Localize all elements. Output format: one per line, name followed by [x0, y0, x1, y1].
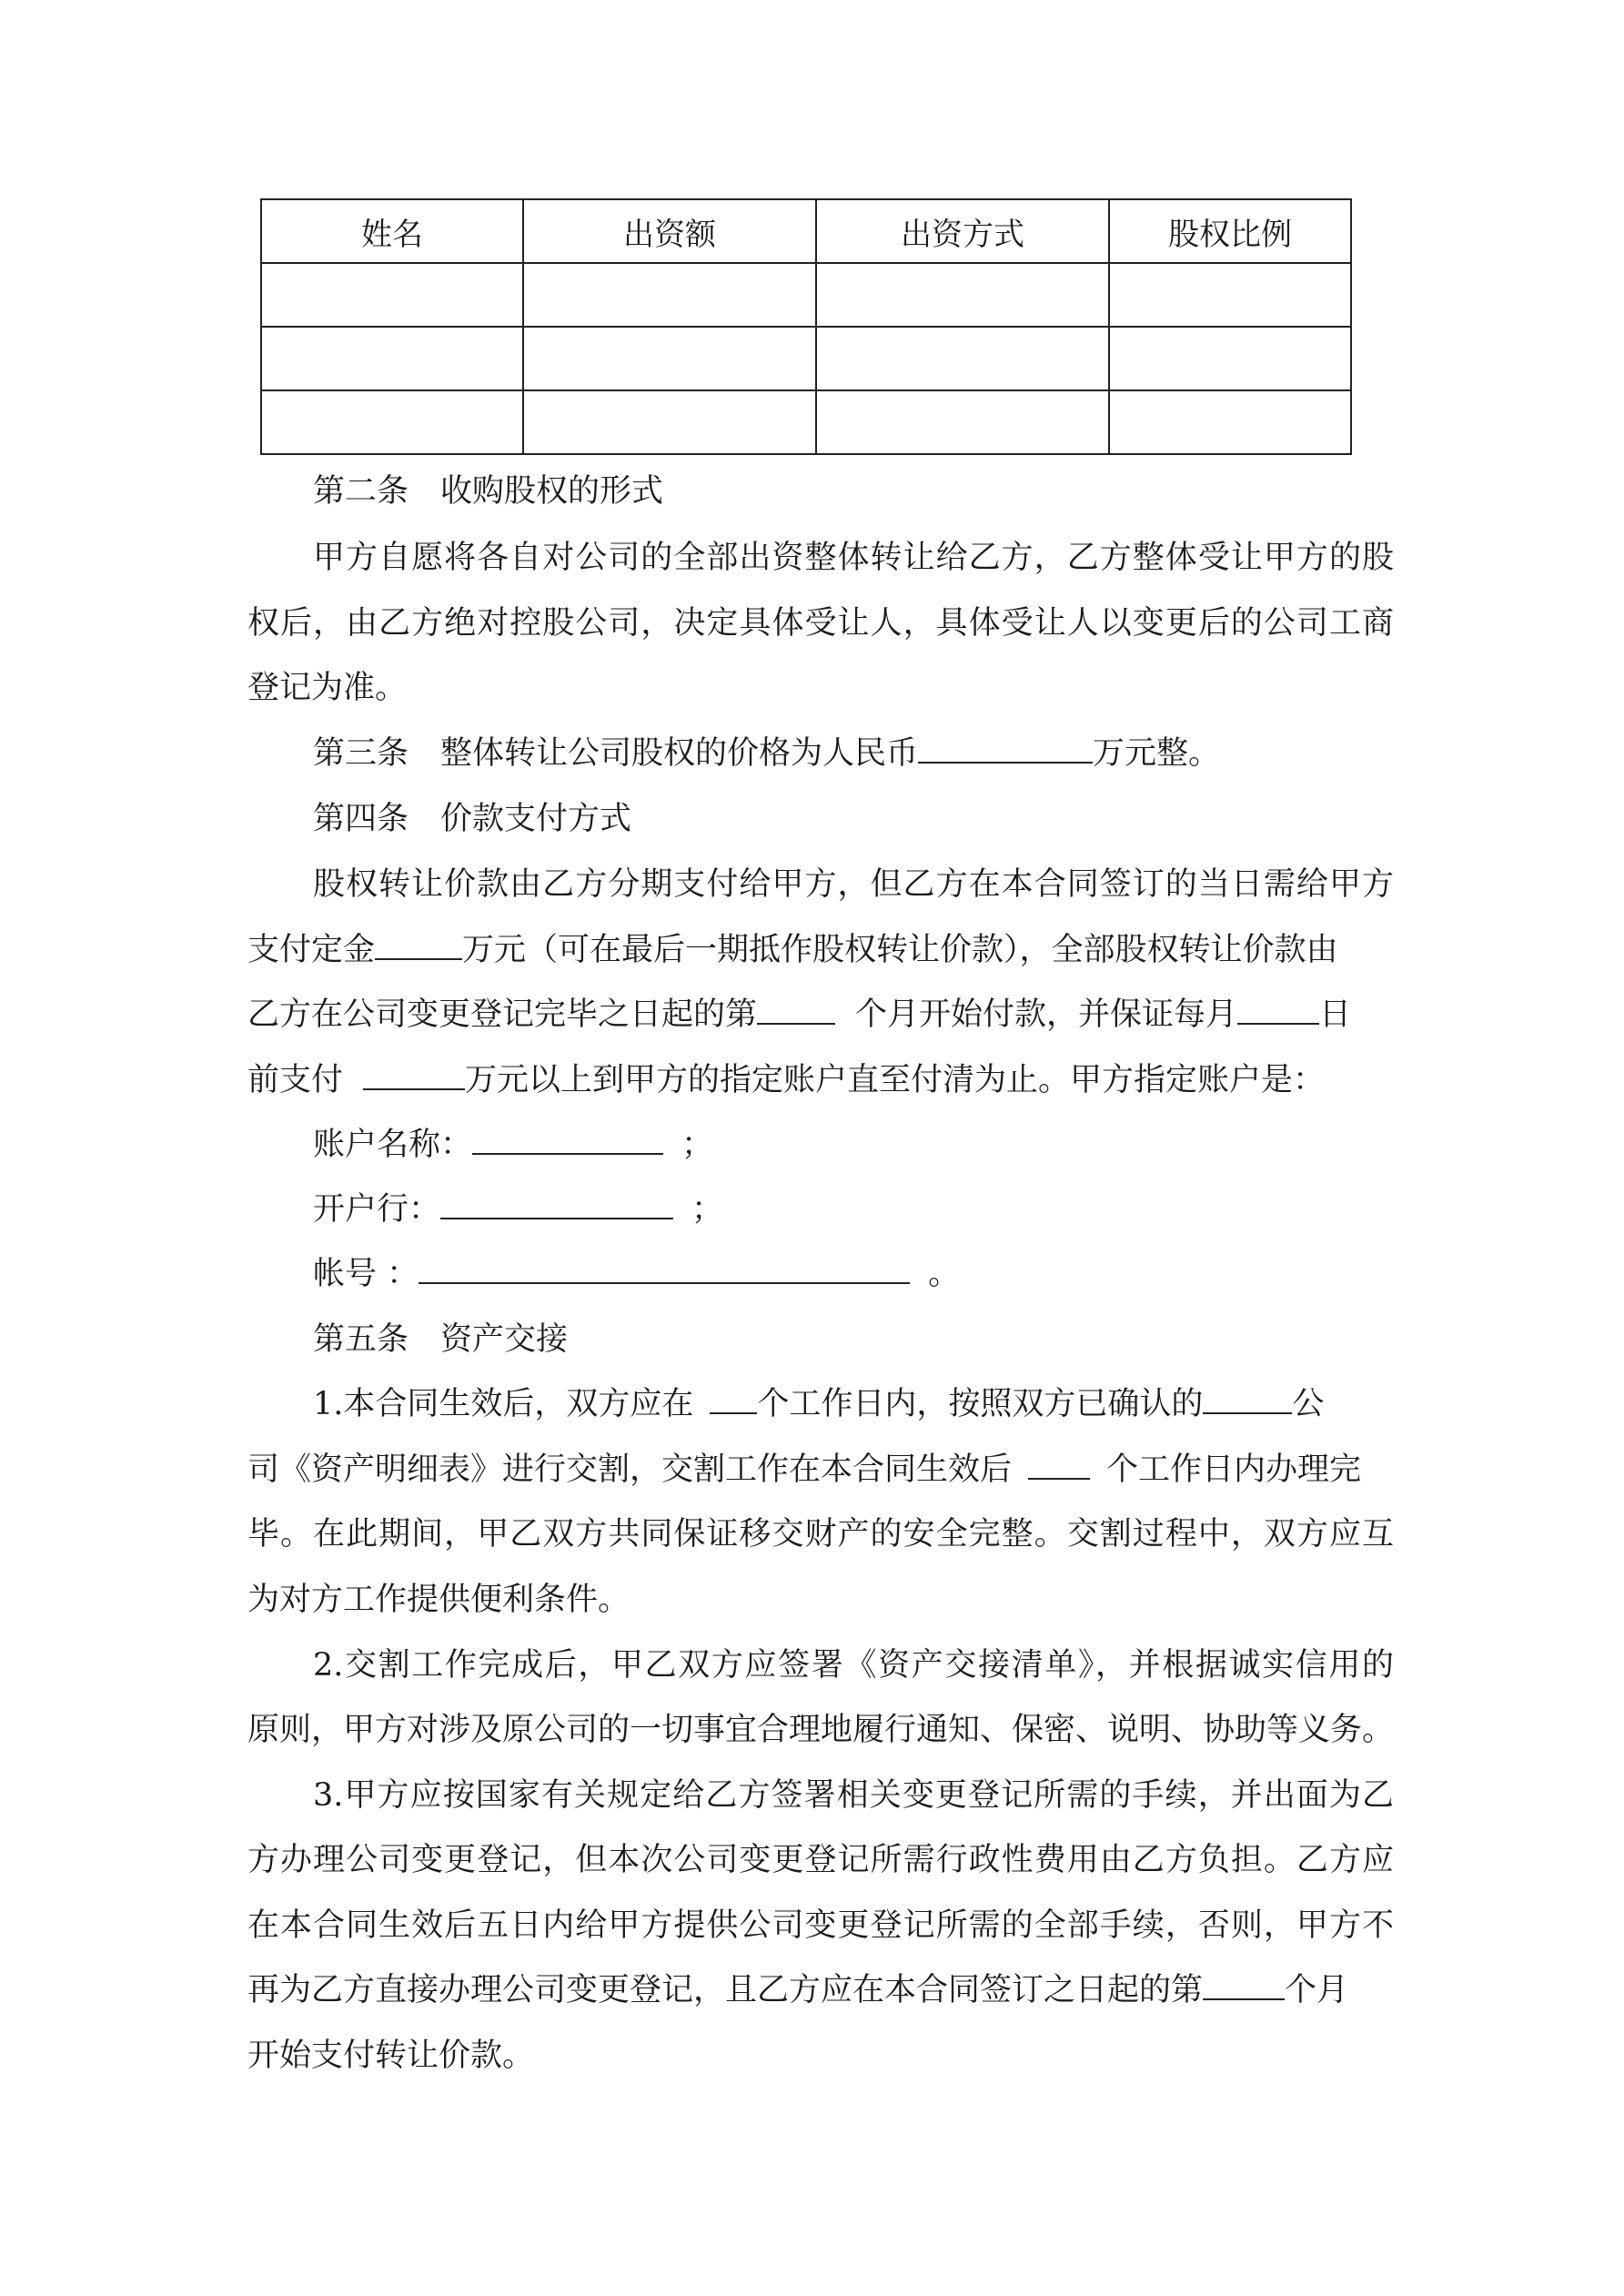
bank-line	[313, 1187, 1394, 1232]
body-line: 3.甲方应按国家有关规定给乙方签署相关变更登记所需的手续，并出面为乙	[313, 1777, 1394, 1814]
account-name-blank	[472, 1126, 663, 1155]
month-blank	[757, 996, 835, 1025]
text-segment: 万元以上到甲方的指定账户直至付清为止。甲方指定账户是：	[465, 1062, 1326, 1098]
text-segment: 账户名称：	[313, 1127, 473, 1163]
text-segment: 公	[1292, 1386, 1325, 1422]
body-line: 登记为准。	[247, 670, 408, 706]
table-cell	[261, 390, 523, 454]
body-line	[313, 1381, 1394, 1427]
handover-days-blank	[1028, 1451, 1090, 1480]
table-cell	[1109, 263, 1351, 327]
text-segment: ；	[681, 1127, 714, 1163]
deposit-blank	[375, 931, 462, 960]
body-line: 权后，由乙方绝对控股公司，决定具体受让人，具体受让人以变更后的公司工商	[247, 605, 1394, 642]
body-line: 方办理公司变更登记，但本次公司变更登记所需行政性费用由乙方负担。乙方应	[247, 1842, 1394, 1878]
body-line: 甲方自愿将各自对公司的全部出资整体转让给乙方，乙方整体受让甲方的股	[313, 540, 1394, 576]
header-name: 姓名	[261, 199, 523, 263]
header-amount: 出资额	[523, 199, 816, 263]
account-number-line	[313, 1251, 1394, 1297]
text-segment: 个工作日内办理完	[1106, 1451, 1362, 1488]
article-5-heading: 第五条 资产交接	[313, 1321, 569, 1358]
installment-blank	[363, 1061, 465, 1090]
text-segment: 司《资产明细表》进行交割，交割工作在本合同生效后	[247, 1451, 1013, 1488]
article-3-line	[313, 731, 1394, 776]
price-blank	[918, 734, 1093, 764]
text-segment: 支付定金	[247, 932, 376, 968]
text-segment: 个工作日内，按照双方已确认的	[757, 1386, 1204, 1422]
body-line: 在本合同生效后五日内给甲方提供公司变更登记所需的全部手续，否则，甲方不	[247, 1907, 1394, 1944]
text-segment: 乙方在公司变更登记完毕之日起的第	[247, 996, 758, 1033]
body-line: 股权转让价款由乙方分期支付给甲方，但乙方在本合同签订的当日需给甲方	[313, 866, 1394, 903]
table-cell	[816, 263, 1109, 327]
table-cell	[523, 327, 816, 390]
body-line	[247, 927, 1394, 973]
payment-month-blank	[1203, 1971, 1285, 2000]
company-blank	[1203, 1385, 1292, 1414]
table-cell	[261, 327, 523, 390]
bank-blank	[440, 1190, 673, 1219]
table-cell	[1109, 390, 1351, 454]
body-line: 原则，甲方对涉及原公司的一切事宜合理地履行通知、保密、说明、协助等义务。	[247, 1712, 1395, 1748]
shareholder-table	[260, 198, 1352, 455]
table-row	[261, 263, 1351, 327]
table-header-row	[261, 199, 1351, 263]
header-method: 出资方式	[816, 199, 1109, 263]
text-segment: 。	[928, 1256, 961, 1292]
text-segment: ；	[691, 1191, 724, 1228]
text-segment: 前支付	[247, 1062, 344, 1098]
text-segment: 万元整。	[1093, 735, 1221, 772]
text-segment: 第三条 整体转让公司股权的价格为人民币	[313, 735, 919, 772]
body-line: 为对方工作提供便利条件。	[247, 1582, 630, 1618]
body-line	[247, 1447, 1394, 1492]
body-line: 2.交割工作完成后，甲乙双方应签署《资产交接清单》，并根据诚实信用的	[313, 1647, 1394, 1684]
article-2-heading: 第二条 收购股权的形式	[313, 473, 664, 510]
table-row	[261, 390, 1351, 454]
text-segment: 1.本合同生效后，双方应在	[313, 1386, 694, 1422]
table-row	[261, 327, 1351, 390]
account-number-blank	[419, 1255, 910, 1284]
text-segment: 日	[1319, 996, 1352, 1033]
table-cell	[523, 263, 816, 327]
text-segment: 帐号 ：	[313, 1256, 419, 1292]
workday-blank	[710, 1385, 757, 1414]
text-segment: 个月开始付款，并保证每月	[855, 996, 1238, 1033]
table-cell	[816, 390, 1109, 454]
table-cell	[261, 263, 523, 327]
text-segment: 开户行：	[313, 1191, 441, 1228]
text-segment: 个月	[1285, 1972, 1349, 2008]
body-line	[247, 1967, 1394, 2013]
table-cell	[523, 390, 816, 454]
body-line	[247, 992, 1394, 1037]
body-line	[247, 1057, 1394, 1103]
table-cell	[816, 327, 1109, 390]
table-cell	[1109, 327, 1351, 390]
account-name-line	[313, 1122, 1394, 1168]
article-4-heading: 第四条 价款支付方式	[313, 801, 632, 837]
text-segment: 再为乙方直接办理公司变更登记，且乙方应在本合同签订之日起的第	[247, 1972, 1204, 2008]
text-segment: 万元（可在最后一期抵作股权转让价款），全部股权转让价款由	[462, 932, 1338, 968]
header-ratio: 股权比例	[1109, 199, 1351, 263]
day-blank	[1237, 996, 1319, 1025]
body-line: 开始支付转让价款。	[247, 2038, 535, 2074]
body-line: 毕。在此期间，甲乙双方共同保证移交财产的安全完整。交割过程中，双方应互	[247, 1516, 1394, 1553]
